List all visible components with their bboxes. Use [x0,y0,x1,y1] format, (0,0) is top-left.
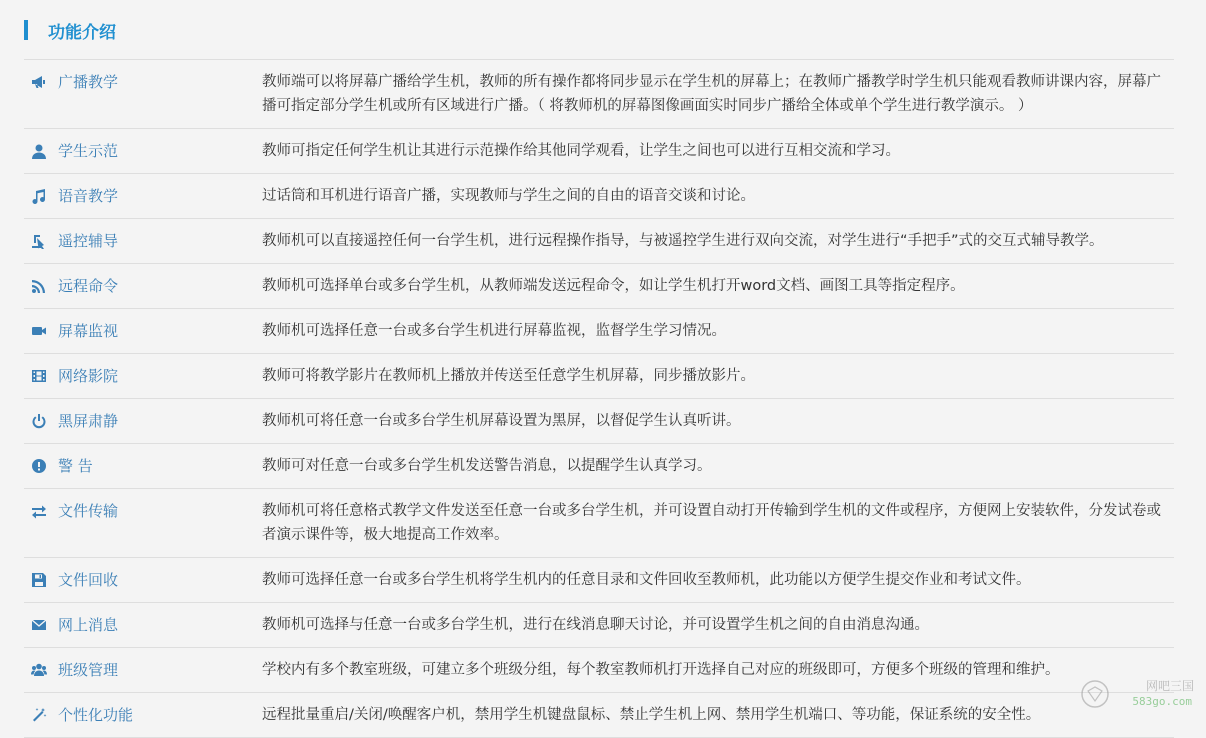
feature-description: 过话筒和耳机进行语音广播，实现教师与学生之间的自由的语音交谈和讨论。 [262,188,755,204]
power-icon [30,409,48,433]
feature-name-cell [24,703,262,727]
feature-name-cell [24,454,262,478]
feature-description: 教师端可以将屏幕广播给学生机，教师的所有操作都将同步显示在学生机的屏幕上；在教师广播教学时学生机只能观看教师讲课内容，屏幕广播可指定部分学生机或所有区域进行广播。（ 将教师机的屏幕图像画面实时同步广播给全体或单个学生进行教学演示。 ） [262,74,1161,114]
section-title: 功能介绍 [48,22,116,43]
feature-description: 教师可指定任何学生机让其进行示范操作给其他同学观看，让学生之间也可以进行互相交流和学习。 [262,143,900,159]
feature-name: 文件传输 [58,502,119,520]
feature-name-cell [24,658,262,682]
feature-name-cell [24,409,262,433]
music-icon [30,184,48,208]
feature-name-cell [24,568,262,592]
feature-description: 教师机可选择任意一台或多台学生机进行屏幕监视，监督学生学习情况。 [262,323,726,339]
feature-description: 教师机可将任意格式教学文件发送至任意一台或多台学生机，并可设置自动打开传输到学生机的文件或程序，方便网上安装软件，分发试卷或者演示课件等，极大地提高工作效率。 [262,503,1161,543]
table-row [24,558,1174,603]
remote-control-icon [30,229,48,253]
bullhorn-icon [30,70,48,94]
feature-name: 屏幕监视 [58,322,119,340]
feature-description: 教师可对任意一台或多台学生机发送警告消息，以提醒学生认真学习。 [262,458,712,474]
table-row [24,174,1174,219]
watermark-logo-icon [1078,677,1112,711]
envelope-icon [30,613,48,637]
feature-description: 教师机可将任意一台或多台学生机屏幕设置为黑屏，以督促学生认真听讲。 [262,413,741,429]
feature-name-cell [24,613,262,637]
feature-name-cell [24,229,262,253]
watermark-text: 网吧三国 [1145,679,1194,693]
user-icon [30,139,48,163]
feature-name: 黑屏肃静 [58,412,119,430]
feature-name-cell [24,70,262,118]
feature-name: 广播教学 [58,73,119,91]
table-row [24,129,1174,174]
rss-icon [30,274,48,298]
feature-name-cell [24,184,262,208]
table-row [24,354,1174,399]
feature-name-cell [24,499,262,547]
feature-name: 远程命令 [58,277,119,295]
feature-name: 班级管理 [58,661,119,679]
users-icon [30,658,48,682]
feature-name-cell [24,319,262,343]
watermark-url: 583go.com [1132,695,1192,708]
feature-name-cell [24,139,262,163]
feature-description: 学校内有多个教室班级，可建立多个班级分组，每个教室教师机打开选择自己对应的班级即可，方便多个班级的管理和维护。 [262,662,1060,678]
feature-description: 教师可选择任意一台或多台学生机将学生机内的任意目录和文件回收至教师机，此功能以方便学生提交作业和考试文件。 [262,572,1031,588]
film-icon [30,364,48,388]
table-row [24,264,1174,309]
feature-table [24,59,1174,738]
feature-name: 文件回收 [58,571,119,589]
table-row [24,219,1174,264]
feature-description: 教师机可选择单台或多台学生机，从教师端发送远程命令，如让学生机打开word文档、画图工具等指定程序。 [262,278,965,294]
feature-name: 警 告 [58,457,93,475]
table-row [24,444,1174,489]
feature-name: 网上消息 [58,616,119,634]
feature-name: 学生示范 [58,142,119,160]
feature-name: 网络影院 [58,367,119,385]
magic-wand-icon [30,703,48,727]
table-row [24,399,1174,444]
feature-name-cell [24,364,262,388]
table-row [24,60,1174,129]
feature-description: 远程批量重启/关闭/唤醒客户机，禁用学生机键盘鼠标、禁止学生机上网、禁用学生机端口、等功能，保证系统的安全性。 [262,707,1041,723]
feature-description: 教师机可选择与任意一台或多台学生机，进行在线消息聊天讨论，并可设置学生机之间的自由消息沟通。 [262,617,929,633]
table-row [24,489,1174,558]
video-camera-icon [30,319,48,343]
exchange-icon [30,499,48,523]
table-row [24,648,1174,693]
feature-name-cell [24,274,262,298]
save-file-icon [30,568,48,592]
table-row [24,309,1174,354]
section-header [24,18,116,42]
header-accent-bar [24,20,28,40]
feature-name: 遥控辅导 [58,232,119,250]
feature-description: 教师机可以直接遥控任何一台学生机，进行远程操作指导，与被遥控学生进行双向交流，对学生进行“手把手”式的交互式辅导教学。 [262,233,1104,249]
feature-name: 语音教学 [58,187,119,205]
watermark [1078,675,1198,715]
table-row [24,603,1174,648]
feature-name: 个性化功能 [58,706,134,724]
exclamation-circle-icon [30,454,48,478]
table-row [24,693,1174,738]
feature-description: 教师可将教学影片在教师机上播放并传送至任意学生机屏幕，同步播放影片。 [262,368,755,384]
